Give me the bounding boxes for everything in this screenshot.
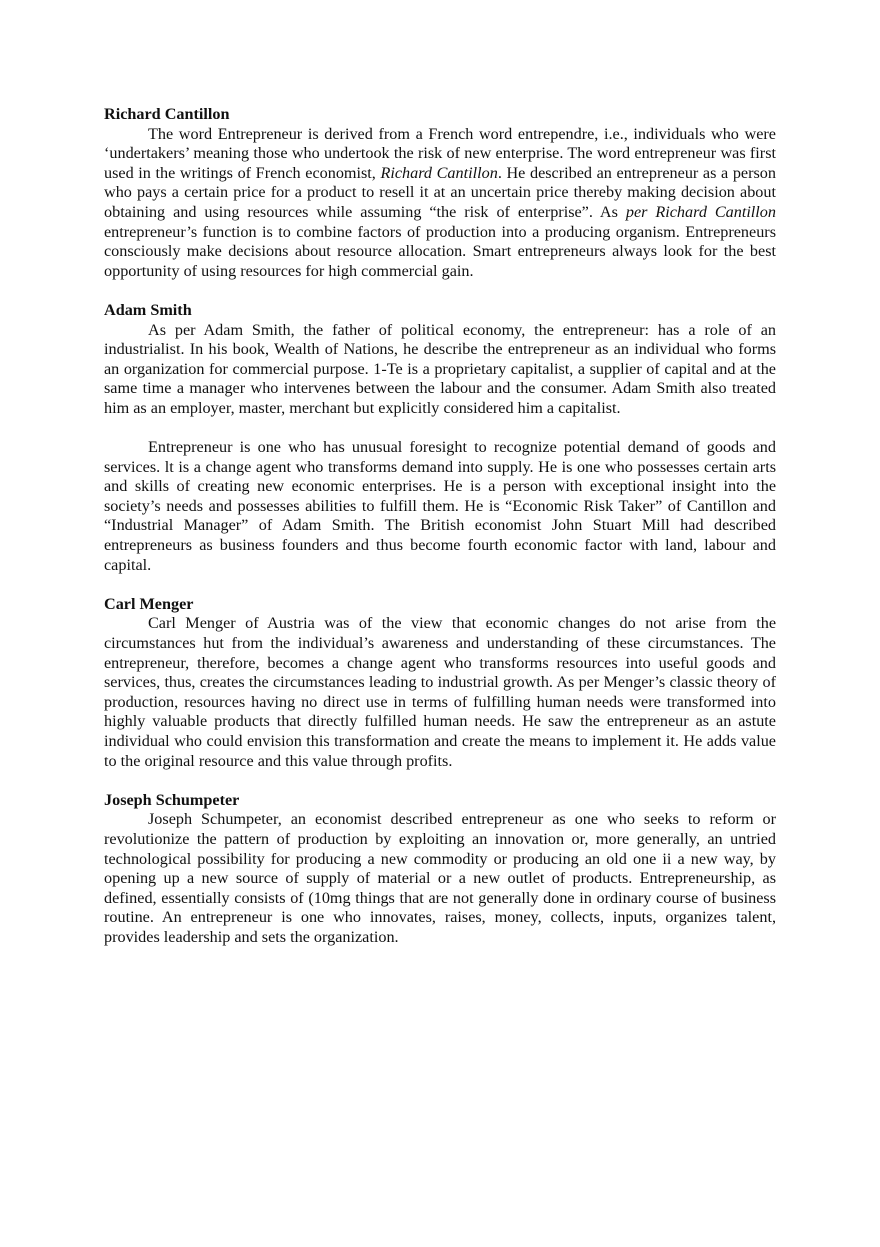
section-heading: Adam Smith [104,300,192,319]
italic-text: per Richard Cantillon [625,202,776,221]
paragraph: Carl Menger of Austria was of the view that economic changes do not arise from the circumstances hut from the individual’s awareness and understanding of these circumstances. The entrepreneur, therefore, becomes a change agent who transforms resources into useful goods and services, thus, creates the circumstances leading to industrial growth. As per Menger’s classic theory of production, resources having no direct use in terms of fulfilling human needs were transformed into highly valuable products that directly fulfilled human needs. He saw the entrepreneur as an astute individual who could envision this transformation and create the means to implement it. He adds value to the original resource and this value through profits. [104,614,776,770]
document-page [104,105,776,967]
text-run: The word Entrepreneur is derived from a French word entrependre, i.e., individuals who were ‘undertakers’ meaning those who undertook the risk of new enterprise. The word entrepreneur was first used in the writings of French economist, [104,124,776,182]
section-joseph-schumpeter [104,791,776,948]
section-adam-smith [104,301,776,575]
paragraph: As per Adam Smith, the father of political economy, the entrepreneur: has a role of an industrialist. In his book, Wealth of Nations, he describe the entrepreneur as an individual who forms an organization for commercial purpose. 1-Te is a proprietary capitalist, a supplier of capital and at the same time a manager who intervenes between the labour and the consumer. Adam Smith also treated him as an employer, master, merchant but explicitly considered him a capitalist. [104,320,776,417]
text-run: entrepreneur’s function is to combine factors of production into a producing organism. Entrepreneurs consciously make decisions about resource allocation. Smart entrepreneurs always look for the best opportunity of using resources for high commercial gain. [104,222,776,280]
paragraph: Entrepreneur is one who has unusual foresight to recognize potential demand of goods and services. lt is a change agent who transforms demand into supply. He is one who possesses certain arts and skills of creating new economic enterprises. He is a person with exceptional insight into the society’s needs and possesses abilities to fulfill them. He is “Economic Risk Taker” of Cantillon and “Industrial Manager” of Adam Smith. The British economist John Stuart Mill had described entrepreneurs as business founders and thus become fourth economic factor with land, labour and capital. [104,438,776,574]
text-run: . He described an entrepreneur as a person who pays a certain price for a product to resell it at an uncertain price thereby making decision about obtaining and using resources while assuming “the risk of enterprise”. As [104,163,776,221]
section-carl-menger [104,595,776,771]
italic-text: Richard Cantillon [380,163,498,182]
section-richard-cantillon [104,105,776,281]
paragraph [104,125,776,282]
paragraph: Joseph Schumpeter, an economist described entrepreneur as one who seeks to reform or revolutionize the pattern of production by exploiting an innovation or, more generally, an untried technological possibility for producing a new commodity or producing an old one ii a new way, by opening up a new source of supply of material or a new outlet of products. Entrepreneurship, as defined, essentially consists of (10mg things that are not generally done in ordinary course of business routine. An entrepreneur is one who innovates, raises, money, collects, inputs, organizes talent, provides leadership and sets the organization. [104,810,776,946]
section-heading: Carl Menger [104,594,194,613]
section-heading: Richard Cantillon [104,105,230,123]
section-heading: Joseph Schumpeter [104,790,240,809]
